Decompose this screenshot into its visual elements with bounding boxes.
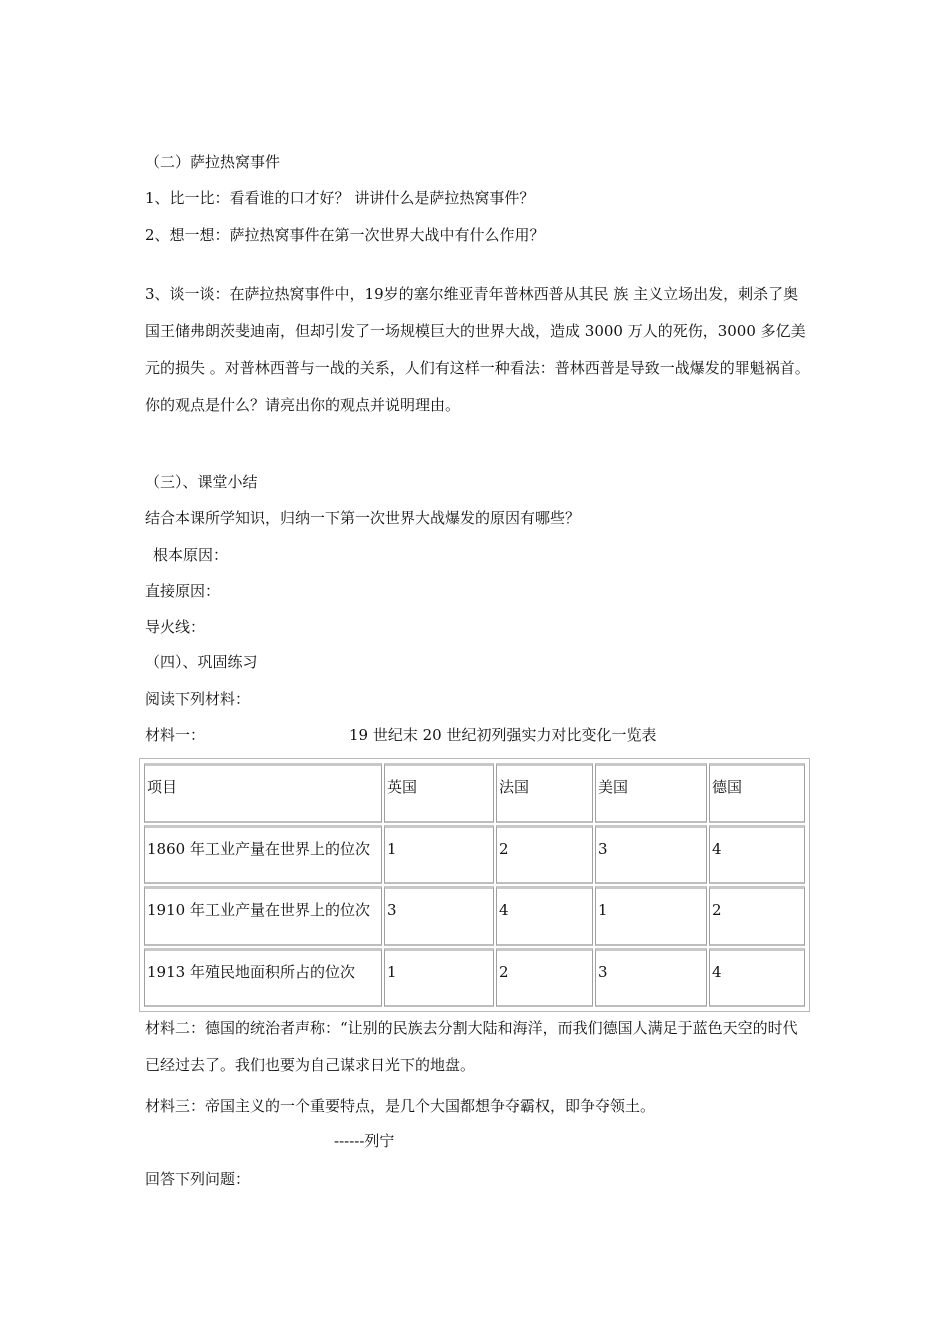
table-cell: 1913 年殖民地面积所占的位次: [144, 948, 382, 1008]
table-cell: 3: [595, 825, 707, 885]
header-cell: 项目: [144, 763, 382, 823]
table-cell: 3: [384, 886, 494, 946]
table-cell: 4: [709, 948, 805, 1008]
table-cell: 1: [384, 948, 494, 1008]
attribution: ------列宁: [334, 1132, 395, 1150]
table-cell: 4: [709, 825, 805, 885]
answer-prompt: 回答下列问题：: [145, 1170, 251, 1188]
section-heading-3: （三）、课堂小结: [145, 473, 258, 491]
material-2: 材料二：德国的统治者声称：“让别的民族去分割大陆和海洋，而我们德国人满足于蓝色天空的时代已经过去了。我们也要为自己谋求日光下的地盘。: [145, 1019, 798, 1074]
table-cell: 3: [595, 948, 707, 1008]
table-row: [144, 948, 805, 1008]
direct-cause-label: 直接原因：: [145, 582, 221, 600]
root-cause-label: 根本原因：: [153, 546, 229, 564]
table-header-row: [144, 763, 805, 823]
power-comparison-table: [139, 758, 810, 1012]
header-cell: 英国: [384, 763, 494, 823]
table-cell: 1910 年工业产量在世界上的位次: [144, 886, 382, 946]
question-2: 2、想一想：萨拉热窝事件在第一次世界大战中有什么作用？: [145, 226, 545, 244]
question-1: 1、比一比：看看谁的口才好？ 讲讲什么是萨拉热窝事件？: [145, 189, 535, 207]
header-cell: 法国: [496, 763, 593, 823]
table-cell: 1860 年工业产量在世界上的位次: [144, 825, 382, 885]
header-cell: 美国: [595, 763, 707, 823]
section-heading-4: （四）、巩固练习: [145, 653, 258, 671]
table-cell: 2: [496, 948, 593, 1008]
table-title: 19 世纪末 20 世纪初列强实力对比变化一览表: [349, 726, 657, 744]
material-1-label: 材料一：: [145, 726, 206, 744]
table-row: [144, 886, 805, 946]
table-cell: 2: [496, 825, 593, 885]
table-cell: 1: [595, 886, 707, 946]
question-3: 3、谈一谈：在萨拉热窝事件中，19岁的塞尔维亚青年普林西普从其民 族 主义立场出发，刺杀了奥国王储弗朗茨斐迪南，但却引发了一场规模巨大的世界大战，造成 3000 万人的死伤，3000 多亿美元的损失 。对普林西普与一战的关系，人们有这样一种看法：普林西普是导致一战爆发的罪魁祸首。你的观点是什么？请亮出你的观点并说明理由。: [145, 285, 810, 414]
material-3: 材料三：帝国主义的一个重要特点，是几个大国都想争夺霸权，即争夺领土。: [145, 1097, 656, 1115]
table-cell: 1: [384, 825, 494, 885]
table-cell: 4: [496, 886, 593, 946]
read-instruction: 阅读下列材料：: [145, 690, 251, 708]
header-cell: 德国: [709, 763, 805, 823]
table-cell: 2: [709, 886, 805, 946]
table-row: [144, 825, 805, 885]
summary-prompt: 结合本课所学知识，归纳一下第一次世界大战爆发的原因有哪些？: [145, 509, 581, 527]
section-heading-2: （二）萨拉热窝事件: [145, 153, 281, 171]
trigger-label: 导火线：: [145, 618, 206, 636]
